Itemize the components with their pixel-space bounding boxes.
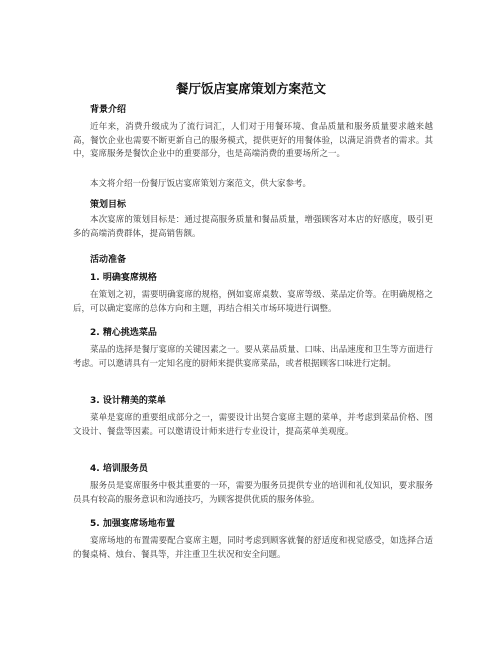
paragraph-goal: 本次宴席的策划目标是：通过提高服务质量和餐品质量，增强顾客对本店的好感度，吸引更多的高端消费群体，提高销售额。: [73, 215, 433, 239]
item-paragraph-1: 在策划之初，需要明确宴席的规格，例如宴席桌数、宴席等级、菜品定价等。在明确规格之后，可以确定宴席的总体方向和主题，再结合相关市场环境进行调整。: [73, 290, 433, 314]
item-paragraph-5: 宴席场地的布置需要配合宴席主题，同时考虑到顾客就餐的舒适度和视觉感受，如选择合适的餐桌椅、烛台、餐具等，并注重卫生状况和安全问题。: [73, 536, 433, 560]
item-heading-4: 4. 培训服务员: [90, 464, 148, 474]
section-heading-background: 背景介绍: [90, 105, 127, 115]
item-heading-5: 5. 加强宴席场地布置: [90, 519, 175, 529]
paragraph-background-1: 近年来，消费升级成为了流行词汇，人们对于用餐环境、食品质量和服务质量要求越来越高，餐饮企业也需要不断更新自己的服务模式，提供更好的用餐体验，以满足消费者的需求。其中，宴席服务是餐饮企业中的重要部分，也是高端消费的重要场所之一。: [73, 122, 433, 159]
section-heading-goal: 策划目标: [90, 200, 127, 210]
item-heading-3: 3. 设计精美的菜单: [90, 396, 166, 406]
item-heading-2: 2. 精心挑选菜品: [90, 328, 157, 338]
item-heading-1: 1. 明确宴席规格: [90, 273, 157, 283]
section-heading-prep: 活动准备: [90, 255, 127, 265]
paragraph-background-2: 本文将介绍一份餐厅饭店宴席策划方案范文，供大家参考。: [90, 179, 312, 189]
document-title: 餐厅饭店宴席策划方案范文: [175, 81, 326, 96]
item-paragraph-4: 服务员是宴席服务中极其重要的一环，需要为服务员提供专业的培训和礼仪知识，要求服务员具有较高的服务意识和沟通技巧，为顾客提供优质的服务体验。: [73, 481, 433, 505]
item-paragraph-3: 菜单是宴席的重要组成部分之一，需要设计出契合宴席主题的菜单，并考虑到菜品价格、图文设计、餐盘等因素。可以邀请设计师来进行专业设计，提高菜单美观度。: [73, 413, 433, 437]
item-paragraph-2: 菜品的选择是餐厅宴席的关键因素之一。要从菜品质量、口味、出品速度和卫生等方面进行考虑。可以邀请具有一定知名度的厨师来提供宴席菜品，或者根据顾客口味进行定制。: [73, 345, 433, 369]
